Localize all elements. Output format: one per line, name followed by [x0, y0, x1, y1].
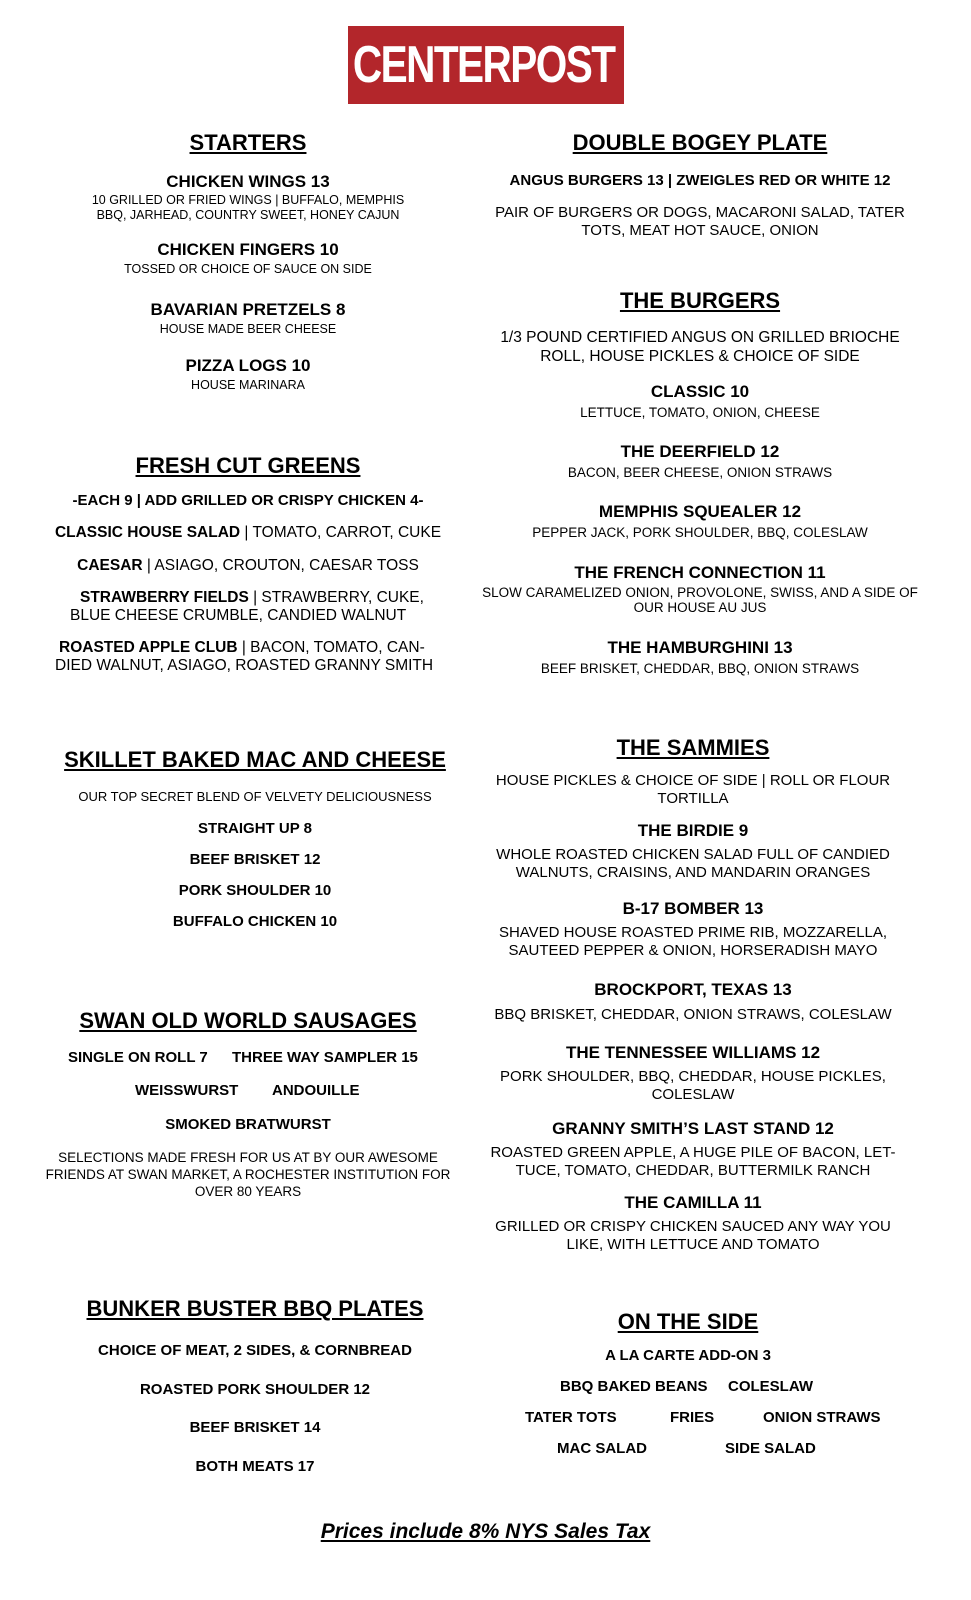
sausage-item: ANDOUILLE [272, 1082, 360, 1099]
sammies-heading: THE SAMMIES [616, 735, 770, 760]
greens-heading: FRESH CUT GREENS [135, 453, 361, 478]
sausage-item: SINGLE ON ROLL 7 [68, 1049, 208, 1066]
starters-heading: STARTERS [189, 130, 307, 155]
bbq-item: CHOICE OF MEAT, 2 SIDES, & CORNBREAD [98, 1342, 412, 1359]
mac-item: PORK SHOULDER 10 [178, 882, 332, 899]
salad-item: ROASTED APPLE CLUB | BACON, TOMATO, CAN- DIED WALNUT, ASIAGO, ROASTED GRANNY SMITH [55, 639, 434, 674]
sausage-item: SMOKED BRATWURST [165, 1116, 331, 1133]
side-note: A LA CARTE ADD-ON 3 [605, 1347, 771, 1364]
burger-desc: SLOW CARAMELIZED ONION, PROVOLONE, SWISS, AND A SIDE OF OUR HOUSE AU JUS [482, 585, 918, 615]
bbq-item: BEEF BRISKET 14 [189, 1419, 321, 1436]
sammie-name: GRANNY SMITH’S LAST STAND 12 [552, 1119, 834, 1138]
bogey-desc: PAIR OF BURGERS OR DOGS, MACARONI SALAD, TATER TOTS, MEAT HOT SAUCE, ONION [495, 204, 905, 239]
side-item: SIDE SALAD [725, 1440, 816, 1457]
side-item: FRIES [670, 1409, 715, 1426]
sammies-desc: HOUSE PICKLES & CHOICE OF SIDE | ROLL OR FLOUR TORTILLA [495, 772, 891, 807]
sammie-desc: PORK SHOULDER, BBQ, CHEDDAR, HOUSE PICKLES, COLESLAW [500, 1068, 886, 1103]
sammie-desc: WHOLE ROASTED CHICKEN SALAD FULL OF CANDIED WALNUTS, CRAISINS, AND MANDARIN ORANGES [496, 846, 890, 881]
starter-name: CHICKEN WINGS 13 [166, 172, 330, 191]
burger-name: THE DEERFIELD 12 [620, 442, 780, 461]
sammie-desc: ROASTED GREEN APPLE, A HUGE PILE OF BACON, LET-TUCE, TOMATO, CHEDDAR, BUTTERMILK RANCH [490, 1144, 896, 1179]
salad-item: CLASSIC HOUSE SALAD | TOMATO, CARROT, CUKE [54, 524, 442, 541]
mac-item: BEEF BRISKET 12 [189, 851, 321, 868]
burger-name: THE FRENCH CONNECTION 11 [574, 563, 826, 582]
starter-name: PIZZA LOGS 10 [185, 356, 311, 375]
burger-desc: BACON, BEER CHEESE, ONION STRAWS [567, 465, 833, 480]
burgers-heading: THE BURGERS [619, 288, 781, 313]
sammie-name: THE TENNESSEE WILLIAMS 12 [565, 1043, 821, 1062]
bbq-item: BOTH MEATS 17 [195, 1458, 315, 1475]
sausage-item: THREE WAY SAMPLER 15 [232, 1049, 418, 1066]
starter-desc: TOSSED OR CHOICE OF SAUCE ON SIDE [124, 262, 372, 276]
sammie-name: B-17 BOMBER 13 [622, 899, 764, 918]
burgers-desc: 1/3 POUND CERTIFIED ANGUS ON GRILLED BRIOCHE ROLL, HOUSE PICKLES & CHOICE OF SIDE [500, 329, 900, 365]
side-item: BBQ BAKED BEANS [560, 1378, 708, 1395]
burger-desc: PEPPER JACK, PORK SHOULDER, BBQ, COLESLAW [532, 525, 868, 540]
starter-name: BAVARIAN PRETZELS 8 [150, 300, 346, 319]
sausages-desc: SELECTIONS MADE FRESH FOR US AT BY OUR AWESOME FRIENDS AT SWAN MARKET, A ROCHESTER INSTITUTION FOR OVER 80 YEARS [45, 1150, 451, 1199]
mac-desc: OUR TOP SECRET BLEND OF VELVETY DELICIOUSNESS [78, 789, 432, 804]
burger-name: THE HAMBURGHINI 13 [607, 638, 793, 657]
logo-name: CENTERPOST [352, 36, 615, 94]
side-item: TATER TOTS [525, 1409, 617, 1426]
tax-note: Prices include 8% NYS Sales Tax [320, 1520, 651, 1543]
side-item: ONION STRAWS [763, 1409, 881, 1426]
sammie-desc: SHAVED HOUSE ROASTED PRIME RIB, MOZZARELLA, SAUTEED PEPPER & ONION, HORSERADISH MAYO [498, 924, 888, 959]
sammie-name: THE CAMILLA 11 [624, 1193, 762, 1212]
sammie-name: BROCKPORT, TEXAS 13 [594, 980, 792, 999]
burger-desc: BEEF BRISKET, CHEDDAR, BBQ, ONION STRAWS [540, 661, 860, 676]
sausages-heading: SWAN OLD WORLD SAUSAGES [79, 1008, 417, 1033]
greens-note: -EACH 9 | ADD GRILLED OR CRISPY CHICKEN 4- [72, 492, 424, 509]
bbq-item: ROASTED PORK SHOULDER 12 [139, 1381, 371, 1398]
sammie-desc: GRILLED OR CRISPY CHICKEN SAUCED ANY WAY YOU LIKE, WITH LETTUCE AND TOMATO [495, 1218, 891, 1253]
sausage-item: WEISSWURST [135, 1082, 239, 1099]
side-item: MAC SALAD [557, 1440, 647, 1457]
salad-item: STRAWBERRY FIELDS | STRAWBERRY, CUKE, BLUE CHEESE CRUMBLE, CANDIED WALNUT [70, 589, 424, 624]
bogey-heading: DOUBLE BOGEY PLATE [572, 130, 828, 155]
logo-side-text: GRILLE [639, 34, 657, 96]
logo [348, 26, 657, 104]
side-item: COLESLAW [728, 1378, 813, 1395]
mac-item: BUFFALO CHICKEN 10 [172, 913, 338, 930]
bogey-line: ANGUS BURGERS 13 | ZWEIGLES RED OR WHITE 12 [509, 172, 891, 189]
starter-desc: HOUSE MADE BEER CHEESE [159, 322, 337, 336]
starter-name: CHICKEN FINGERS 10 [157, 240, 339, 259]
burger-name: CLASSIC 10 [650, 382, 750, 401]
side-heading: ON THE SIDE [617, 1309, 759, 1334]
bbq-heading: BUNKER BUSTER BBQ PLATES [86, 1296, 424, 1321]
burger-name: MEMPHIS SQUEALER 12 [598, 502, 802, 521]
starter-desc: 10 GRILLED OR FRIED WINGS | BUFFALO, MEMPHIS BBQ, JARHEAD, COUNTRY SWEET, HONEY CAJUN [91, 193, 405, 222]
starter-desc: HOUSE MARINARA [191, 378, 305, 392]
mac-heading: SKILLET BAKED MAC AND CHEESE [64, 747, 446, 772]
burger-desc: LETTUCE, TOMATO, ONION, CHEESE [580, 405, 820, 420]
sammie-name: THE BIRDIE 9 [637, 821, 749, 840]
salad-item: CAESAR | ASIAGO, CROUTON, CAESAR TOSS [77, 557, 419, 574]
mac-item: STRAIGHT UP 8 [198, 820, 312, 837]
sammie-desc: BBQ BRISKET, CHEDDAR, ONION STRAWS, COLESLAW [494, 1006, 892, 1023]
